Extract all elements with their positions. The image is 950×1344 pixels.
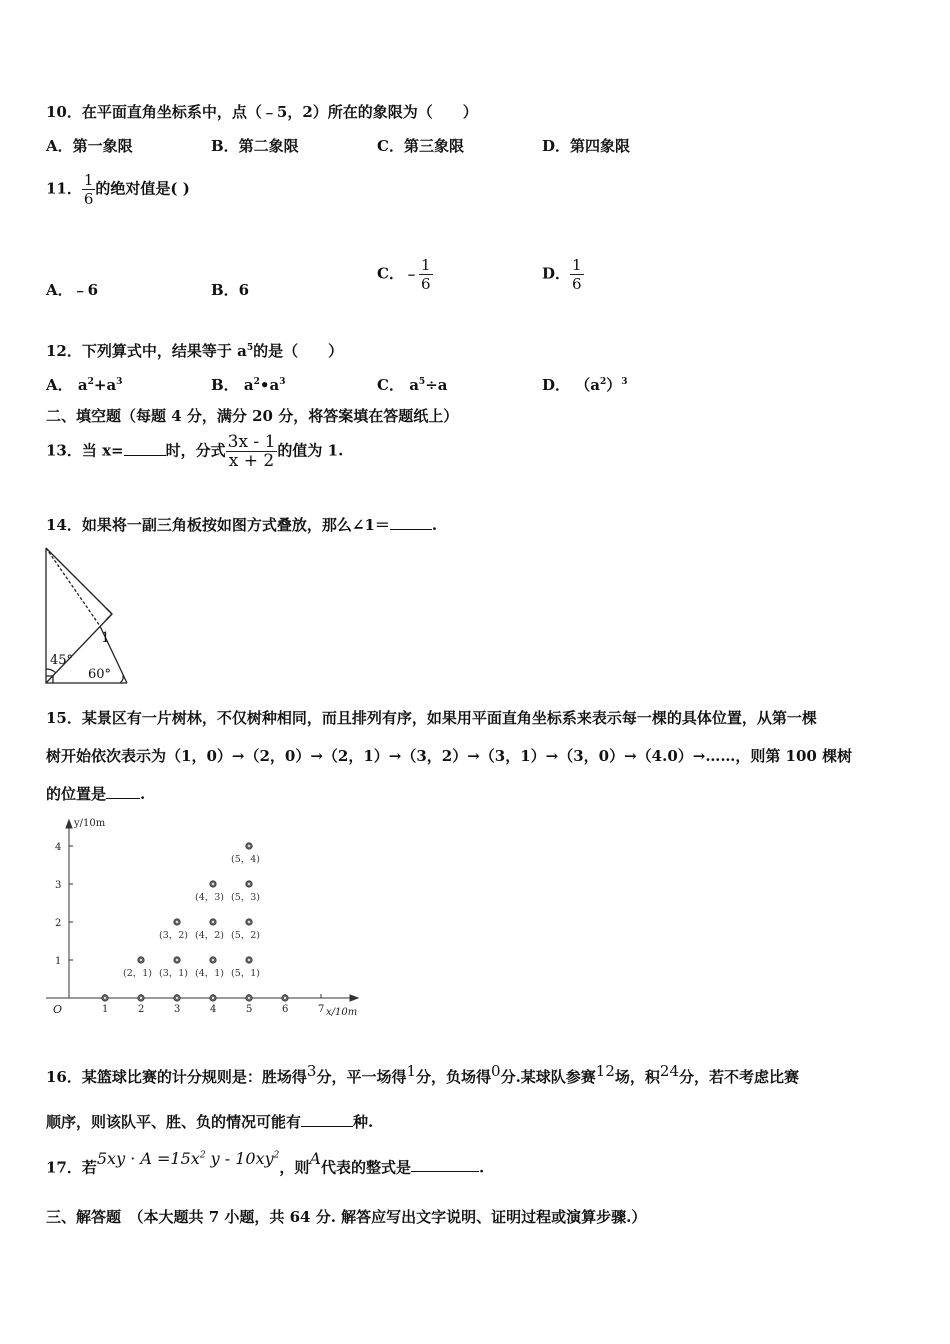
q17-pre: 17．若	[46, 1158, 97, 1177]
y-tick-label: 2	[55, 918, 62, 929]
x-tick-label: 6	[282, 1004, 289, 1015]
q12-c-exp1: 5	[418, 377, 426, 387]
point-label: (5，4)	[231, 854, 261, 865]
q15-line-1: 15．某景区有一片树林，不仅树种相同，而且排列有序，如果用平面直角坐标系来表示每一棵的具体位置，从第一棵	[46, 709, 817, 727]
q12-d-exp2: 3	[621, 377, 628, 387]
q12-b-exp2: 3	[279, 377, 286, 387]
tree-point-center	[248, 997, 250, 999]
q12-stem-pre: 12．下列算式中，结果等于 a	[46, 342, 247, 360]
q16-line-2	[46, 1112, 373, 1132]
tree-point-center	[284, 997, 286, 999]
q14-45-arc	[46, 669, 56, 673]
point-label: (2，1)	[123, 968, 153, 979]
q11-stem	[46, 171, 190, 208]
q15-line-3-text: 的位置是	[46, 785, 107, 803]
point-label: (4，3)	[195, 892, 225, 903]
tree-point-center	[176, 997, 178, 999]
q16-line-2-text: 顺序，则该队平、胜、负的情况可能有	[46, 1113, 302, 1131]
q12-option-a	[46, 372, 122, 395]
q15-line-2: 树开始依次表示为（1，0）→（2，0）→（2，1）→（3，2）→（3，1）→（3，0）→（4.0）→……，则第 100 棵树	[46, 747, 853, 765]
q12-option-d	[542, 372, 628, 395]
q14-angle-60-label: 60°	[88, 667, 112, 682]
section-2-heading: 二、填空题（每题 4 分，满分 20 分，将答案填在答题纸上）	[46, 407, 459, 425]
point-label: (5，3)	[231, 892, 261, 903]
q11-option-d-den: 6	[572, 275, 582, 293]
x-tick-label: 5	[246, 1004, 253, 1015]
q12-a-exp2: 3	[116, 377, 123, 387]
q10-option-d: D．第四象限	[542, 137, 631, 155]
q17-eq-exp2: 2	[273, 1151, 280, 1161]
tree-point-center	[140, 959, 142, 961]
q12-d-base: （a	[575, 376, 600, 394]
q11-option-d	[542, 256, 584, 293]
x-tick-label: 3	[174, 1004, 181, 1015]
q15-answer-blank[interactable]	[106, 784, 140, 799]
q10-stem: 10．在平面直角坐标系中，点（﹣5，2）所在的象限为（ ）	[46, 103, 478, 121]
q12-a-mid: +a	[93, 376, 117, 394]
q17-mid: ，则	[279, 1158, 310, 1177]
q16-n2: 1	[406, 1062, 416, 1080]
q14-stem-text: 14．如果将一副三角板按如图方式叠放，那么∠1＝	[46, 516, 390, 534]
q12-d-mid: ）	[606, 376, 622, 394]
q14-right-angle-mark	[106, 608, 112, 620]
q11-fraction	[82, 171, 96, 208]
q17-answer-blank[interactable]	[411, 1157, 479, 1172]
q12-c-base: a	[409, 376, 419, 394]
q12-b-mid: •a	[259, 376, 280, 394]
tree-point-center	[248, 883, 250, 885]
q14-answer-blank[interactable]	[390, 515, 432, 530]
q12-b-base: a	[243, 376, 254, 394]
q11-option-b: B．6	[211, 281, 250, 299]
q16-p6: 分，若不考虑比赛	[679, 1068, 800, 1086]
point-label: (5，2)	[231, 930, 261, 941]
q13-pre: 13．当 x=	[46, 441, 124, 460]
y-axis-arrow	[66, 820, 72, 828]
q14-triangle-figure	[42, 544, 132, 686]
section-3-heading: 三、解答题 （本大题共 7 小题，共 64 分. 解答应写出文字说明、证明过程或演算步骤.）	[46, 1208, 647, 1226]
q15-line-3	[46, 784, 145, 804]
x-tick-label: 1	[102, 1004, 109, 1015]
q12-stem-post: 的是（ ）	[253, 342, 344, 360]
q12-d-label: D．	[542, 376, 571, 394]
point-label: (3，1)	[159, 968, 189, 979]
q16-n1: 3	[306, 1062, 317, 1080]
q16-n4: 12	[595, 1062, 615, 1080]
tree-point-center	[248, 845, 250, 847]
tree-point-center	[104, 997, 106, 999]
q16-n5: 24	[659, 1062, 679, 1080]
q16-n3: 0	[491, 1062, 501, 1080]
q16-p2: 分，平一场得	[316, 1068, 407, 1086]
q16-p1: 16．某篮球比赛的计分规则是：胜场得	[46, 1068, 307, 1086]
x-axis-arrow	[350, 995, 358, 1001]
q11-option-d-label: D．	[542, 264, 571, 283]
q12-option-c	[377, 372, 447, 395]
q13-answer-blank[interactable]	[124, 441, 166, 456]
q13-stem	[46, 433, 343, 470]
q16-p3: 分，负场得	[416, 1068, 492, 1086]
tree-point-center	[212, 997, 214, 999]
tree-point-center	[176, 921, 178, 923]
q10-option-a: A．第一象限	[46, 137, 133, 155]
q14-angle-1-label: 1	[101, 630, 110, 646]
q10-option-b: B．第二象限	[211, 137, 299, 155]
q11-frac-den: 6	[83, 190, 94, 208]
tree-point-center	[176, 959, 178, 961]
q17-eq-b: y - 10xy	[205, 1149, 274, 1169]
q11-frac-num: 1	[83, 171, 94, 189]
q12-stem	[46, 338, 343, 361]
q12-stem-exp: 5	[246, 343, 254, 353]
q16-line-1	[46, 1058, 799, 1090]
q11-suffix: 的绝对值是( )	[95, 179, 190, 198]
q14-end: .	[431, 516, 438, 534]
q13-frac-num: 3x - 1	[227, 432, 276, 452]
q17-var: A	[309, 1149, 321, 1169]
q13-post: 的值为 1.	[277, 441, 344, 460]
q15-coordinate-chart	[40, 812, 370, 1027]
q12-a-base: a	[77, 376, 88, 394]
y-tick-label: 4	[55, 842, 62, 853]
q11-option-c	[377, 256, 433, 293]
q13-mid: 时，分式	[165, 441, 226, 460]
q14-45-hypotenuse	[46, 548, 112, 614]
point-label: (4，2)	[195, 930, 225, 941]
point-label: (3，2)	[159, 930, 189, 941]
q16-answer-blank[interactable]	[301, 1112, 353, 1127]
q12-b-exp1: 2	[253, 377, 260, 387]
q11-option-c-label: C．﹣	[377, 264, 419, 283]
tree-point-center	[212, 921, 214, 923]
q14-angle-45-label: 45°	[50, 653, 74, 668]
q16-p5: 场，积	[614, 1068, 660, 1086]
q13-fraction	[226, 433, 278, 470]
q14-60-arc	[120, 675, 123, 683]
x-axis-label: x/10m	[326, 1007, 358, 1018]
q16-p4: 分.某球队参赛	[500, 1068, 596, 1086]
q17-stem	[46, 1149, 485, 1179]
q10-option-c: C．第三象限	[377, 137, 464, 155]
y-tick-label: 1	[55, 956, 62, 967]
q17-equation	[97, 1149, 280, 1168]
x-tick-label: 7	[318, 1004, 325, 1015]
q12-option-b	[211, 372, 286, 395]
q12-b-label: B．	[211, 376, 239, 394]
tree-point-center	[248, 921, 250, 923]
point-label: (4，1)	[195, 968, 225, 979]
q12-c-label: C．	[377, 376, 404, 394]
x-tick-label: 4	[210, 1004, 217, 1015]
q12-c-mid: ÷a	[425, 376, 448, 394]
y-tick-label: 3	[55, 880, 62, 891]
tree-point-center	[212, 959, 214, 961]
q11-option-c-num: 1	[420, 256, 431, 274]
q12-d-exp1: 2	[599, 377, 607, 387]
tree-point-center	[140, 997, 142, 999]
q11-prefix: 11．	[46, 179, 82, 198]
q11-option-a: A．﹣6	[46, 281, 99, 299]
q12-a-label: A．	[46, 376, 73, 394]
q13-frac-den: x + 2	[226, 451, 278, 470]
q17-eq-a: 5xy · A =15x	[96, 1149, 200, 1169]
q11-option-d-num: 1	[572, 256, 582, 274]
q14-dashed-line	[46, 548, 100, 626]
y-axis-label: y/10m	[74, 818, 106, 829]
q17-eq-exp1: 2	[199, 1151, 206, 1161]
tree-point-center	[248, 959, 250, 961]
q16-line-2-end: 种.	[353, 1113, 374, 1131]
q11-option-c-fraction	[419, 256, 433, 293]
point-label: (5，1)	[231, 968, 261, 979]
x-tick-label: 2	[138, 1004, 145, 1015]
q17-post: 代表的整式是	[320, 1158, 411, 1177]
q11-option-d-fraction	[570, 256, 584, 293]
q14-stem	[46, 515, 437, 535]
tree-point-center	[212, 883, 214, 885]
q17-end: .	[479, 1158, 485, 1177]
q11-option-c-den: 6	[420, 275, 431, 293]
origin-label: O	[53, 1003, 63, 1016]
q12-a-exp1: 2	[87, 377, 94, 387]
q15-line-3-end: .	[140, 785, 146, 803]
